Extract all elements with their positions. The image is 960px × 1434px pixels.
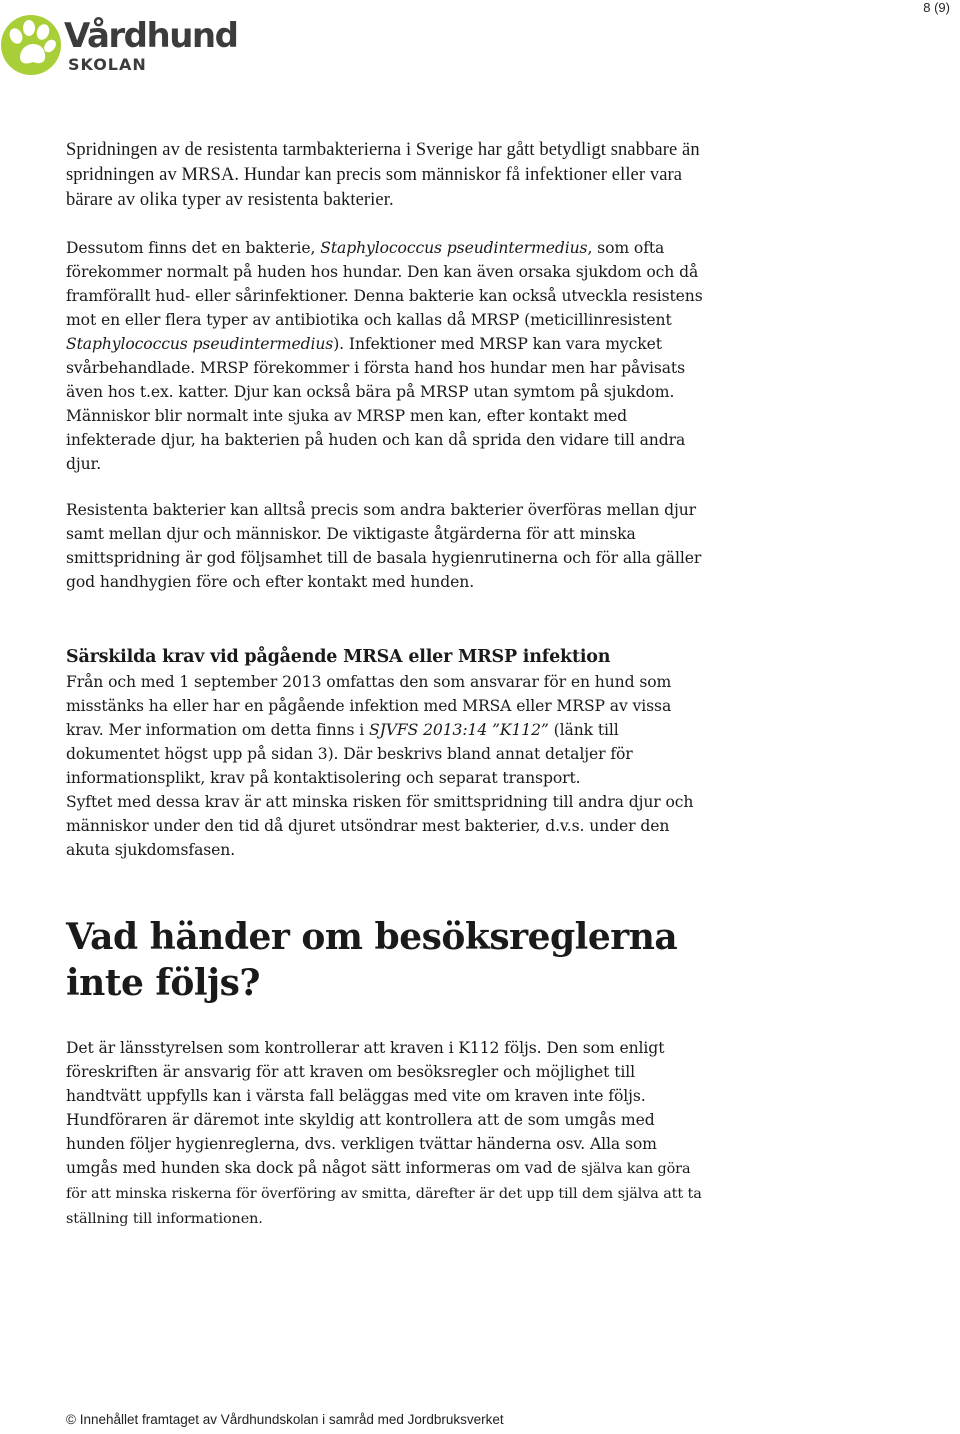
logo-subtitle: SKOLAN	[68, 55, 147, 74]
section-heading-requirements: Särskilda krav vid pågående MRSA eller MRSP infektion	[66, 647, 611, 667]
section-heading-violations: Vad händer om besöksreglerna inte följs?	[66, 916, 678, 1004]
paragraph-purpose: Syftet med dessa krav är att minska risken för smittspridning till andra djur och människor under den tid då djuret utsöndrar mest bakterier, d.v.s. under den akuta sjukdomsfasen.	[66, 793, 694, 859]
paragraph-transmission: Resistenta bakterier kan alltså precis som andra bakterier överföras mellan djur samt mellan djur och människor. De viktigaste åtgärderna för att minska smittspridning är god följsamhet till de basala hygienrutinerna och för alla gäller god handhygien före och efter kontakt med hunden.	[66, 501, 702, 591]
logo-title: Vårdhund	[64, 16, 238, 56]
paragraph-mrsp	[66, 236, 706, 476]
text-span: ). Infektioner med MRSP kan vara mycket svårbehandlade. MRSP förekommer i första hand hos hundar men har påvisats även hos t.ex. katter. Djur kan också bära på MRSP utan symtom på sjukdom. Människor blir normalt inte sjuka av MRSP men kan, efter kontakt med infekterade djur, ha bakterien på huden och kan då sprida den vidare till andra djur.	[66, 335, 686, 473]
species-name: Staphylococcus pseudintermedius	[66, 335, 334, 353]
text-span: Från och med 1 september 2013 omfattas den som ansvarar för en hund som misstänks ha eller har en pågående infektion med MRSA eller MRSP av vissa krav. Mer information om detta finns i	[66, 673, 672, 739]
paragraph-resistant-spread: Spridningen av de resistenta tarmbakterierna i Sverige har gått betydligt snabbare än spridningen av MRSA. Hundar kan precis som människor få infektioner eller vara bärare av olika typer av resistenta bakterier.	[66, 140, 700, 210]
text-span: Dessutom finns det en bakterie,	[66, 239, 321, 257]
vardhund-logo	[0, 14, 260, 80]
text-span-small: själva kan göra för att minska riskerna för överföring av smitta, därefter är det upp till dem själva att ta ställning till informationen.	[66, 1161, 702, 1227]
paragraph-requirements	[66, 670, 706, 790]
document-body	[66, 138, 706, 1231]
regulation-reference: SJVFS 2013:14 ”K112”	[369, 721, 549, 739]
paragraph-enforcement	[66, 1036, 706, 1231]
copyright-footer: © Innehållet framtaget av Vårdhundskolan i samråd med Jordbruksverket	[66, 1412, 504, 1427]
species-name: Staphylococcus pseudintermedius	[320, 239, 588, 257]
text-span: Det är länsstyrelsen som kontrollerar att kraven i K112 följs. Den som enligt föreskriften är ansvarig för att kraven om besöksregler och möjlighet till handtvätt uppfylls kan i värsta fall beläggas med vite om kraven inte följs. Hundföraren är däremot inte skyldig att kontrollera att de som umgås med hunden följer hygienreglerna, dvs. verkligen tvättar händerna osv. Alla som umgås med hunden ska dock på något sätt informeras om vad de	[66, 1039, 665, 1177]
text-span: (länk till dokumentet högst upp på sidan 3). Där beskrivs bland annat detaljer för informationsplikt, krav på kontaktisolering och separat transport.	[66, 721, 633, 787]
page-number: 8 (9)	[923, 0, 950, 15]
text-span: , som ofta förekommer normalt på huden hos hundar. Den kan även orsaka sjukdom och då framförallt hud- eller sårinfektioner. Denna bakterie kan också utveckla resistens mot en eller flera typer av antibiotika och kallas då MRSP (meticillinresistent	[66, 239, 703, 329]
paw-icon	[0, 14, 62, 76]
